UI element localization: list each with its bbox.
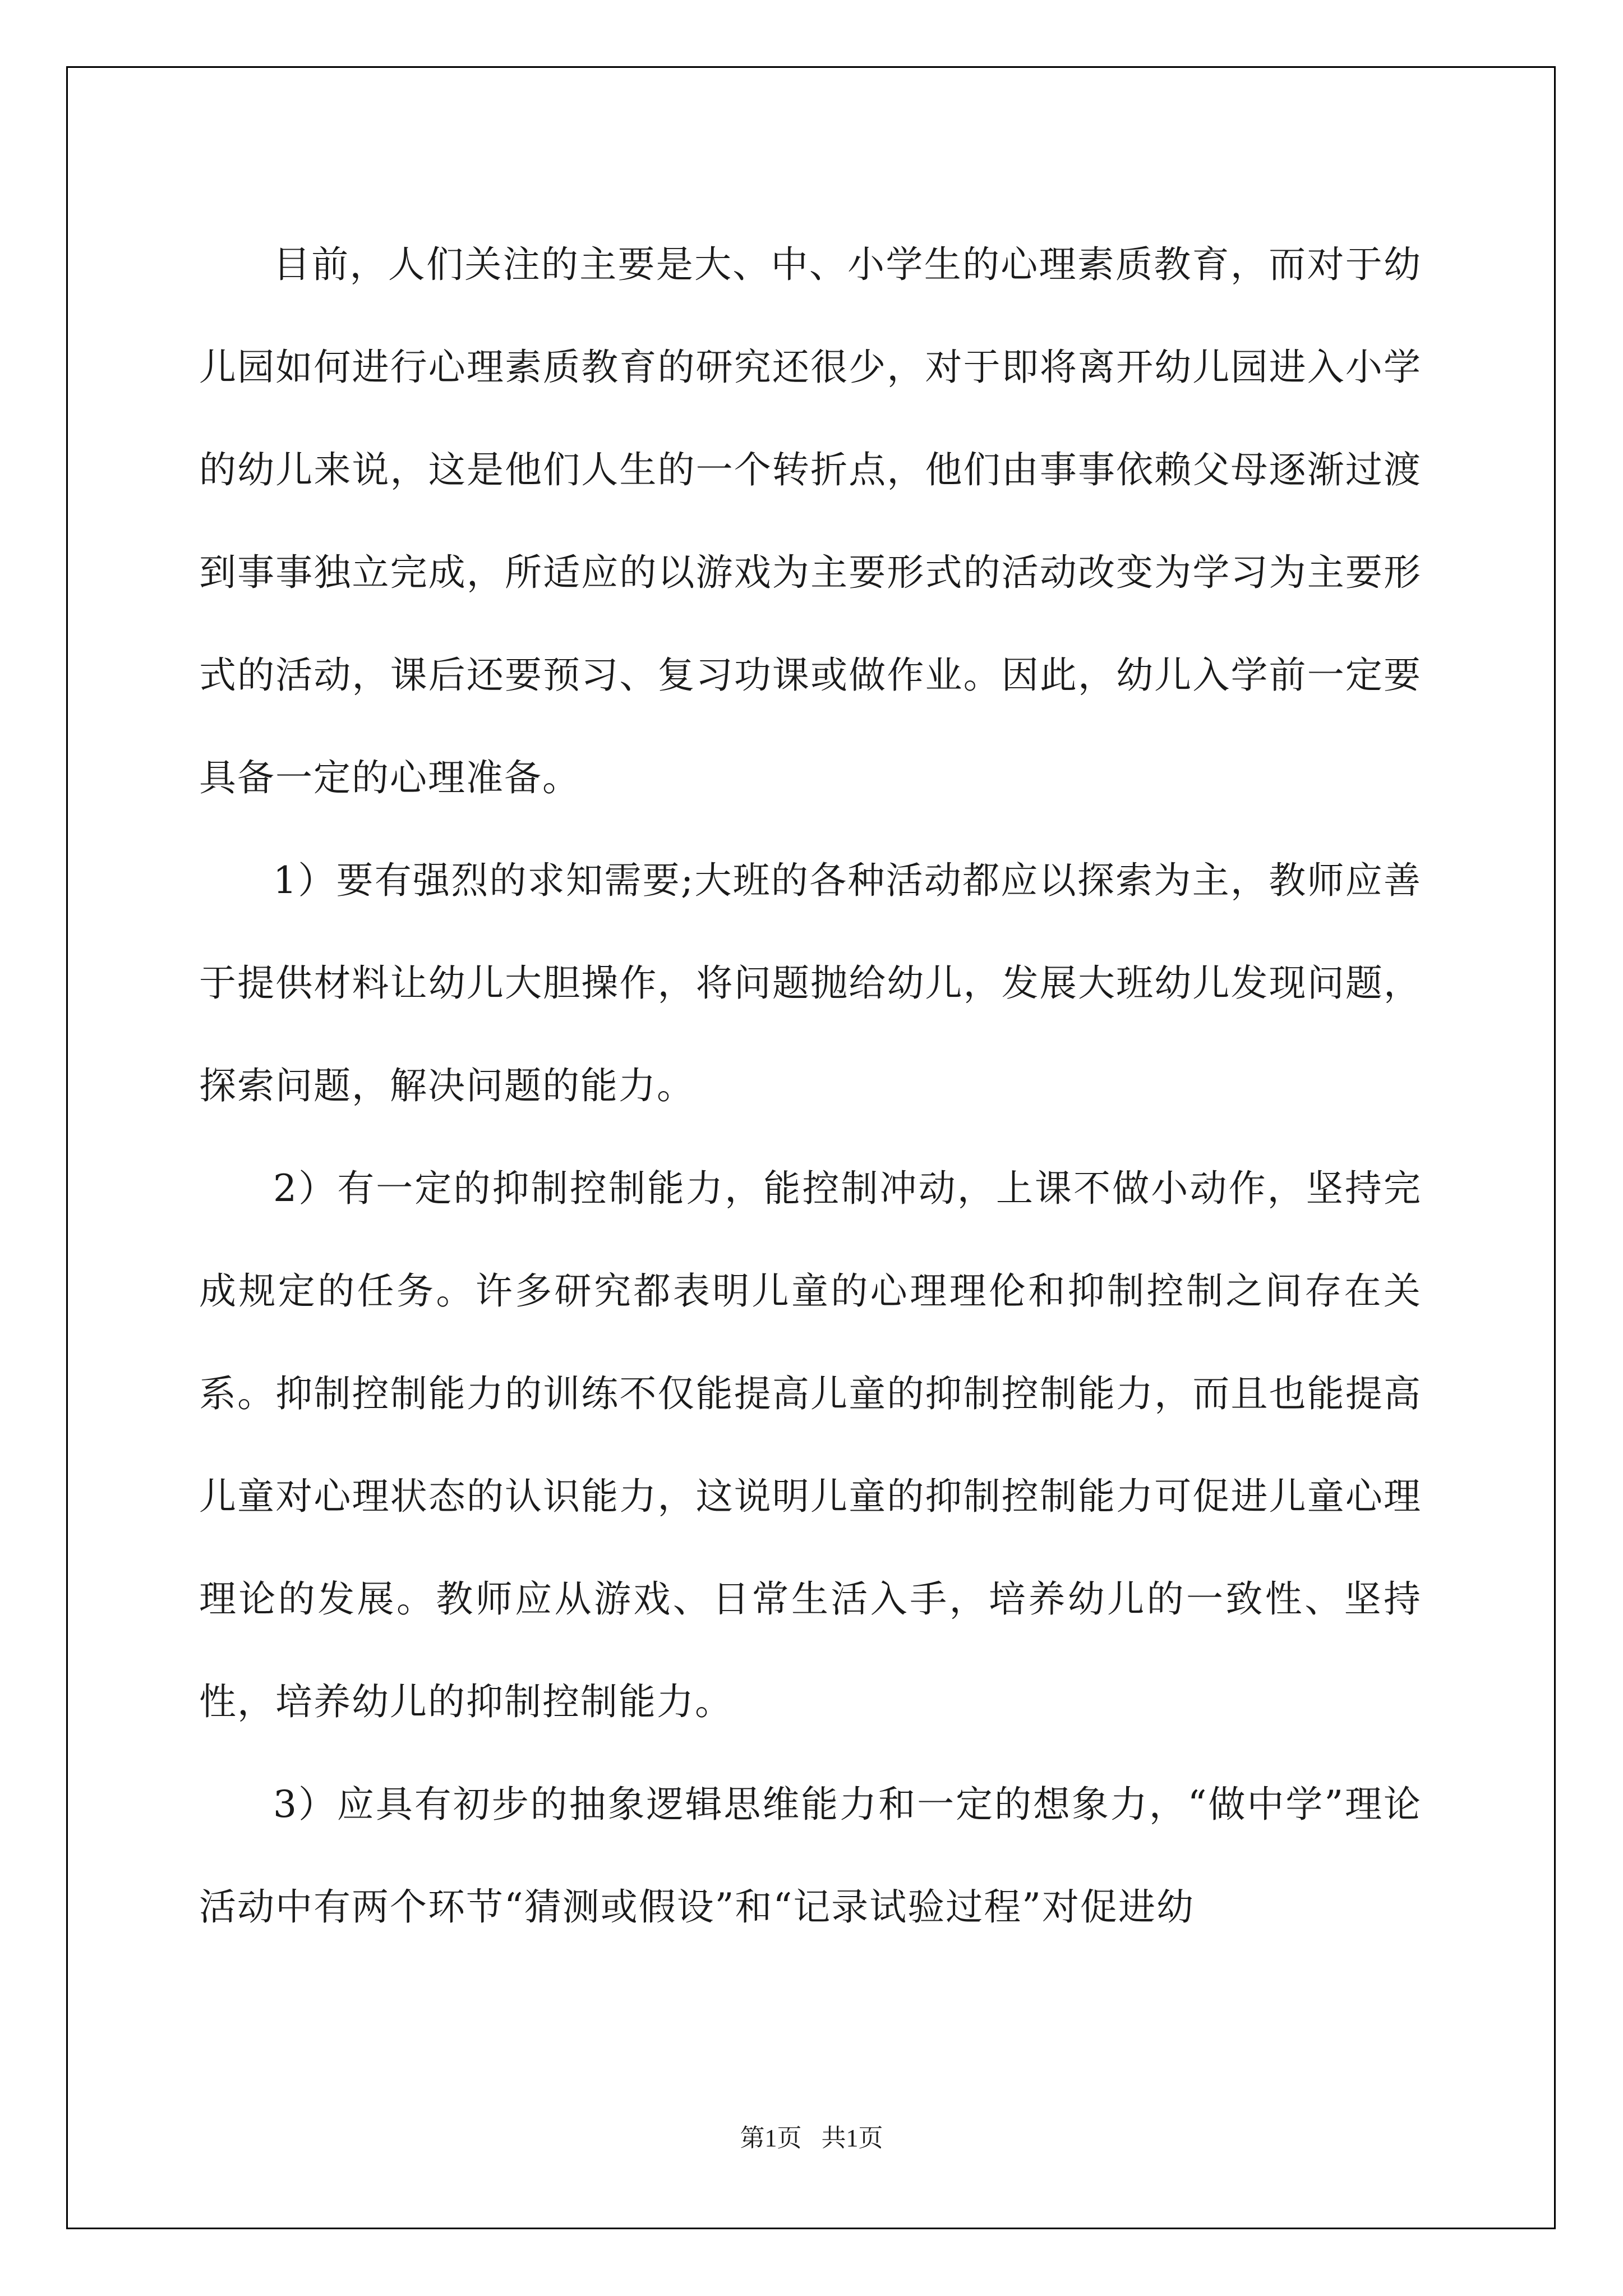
- paragraph-point-2: 2）有一定的抑制控制能力，能控制冲动，上课不做小动作，坚持完成规定的任务。许多研究都表明儿童的心理理伦和抑制控制之间存在关系。抑制控制能力的训练不仅能提高儿童的抑制控制能力，而且也能提高儿童对心理状态的认识能力，这说明儿童的抑制控制能力可促进儿童心理理论的发展。教师应从游戏、日常生活入手，培养幼儿的一致性、坚持性，培养幼儿的抑制控制能力。: [199, 1167, 1422, 1723]
- paragraph-point-1: 1）要有强烈的求知需要;大班的各种活动都应以探索为主，教师应善于提供材料让幼儿大胆操作，将问题抛给幼儿，发展大班幼儿发现问题，探索问题，解决问题的能力。: [199, 859, 1422, 1107]
- page-number-current: 第1页: [740, 2124, 802, 2152]
- paragraph-intro: 目前，人们关注的主要是大、中、小学生的心理素质教育，而对于幼儿园如何进行心理素质教育的研究还很少，对于即将离开幼儿园进入小学的幼儿来说，这是他们人生的一个转折点，他们由事事依赖父母逐渐过渡到事事独立完成，所适应的以游戏为主要形式的活动改变为学习为主要形式的活动，课后还要预习、复习功课或做作业。因此，幼儿入学前一定要具备一定的心理准备。: [199, 243, 1422, 799]
- page-number-total: 共1页: [821, 2124, 883, 2152]
- document-body: [199, 213, 1422, 1958]
- paragraph-point-3: 3）应具有初步的抽象逻辑思维能力和一定的想象力，“做中学”理论活动中有两个环节“猜测或假设”和“记录试验过程”对促进幼: [199, 1783, 1422, 1929]
- page-footer: [0, 2118, 1623, 2154]
